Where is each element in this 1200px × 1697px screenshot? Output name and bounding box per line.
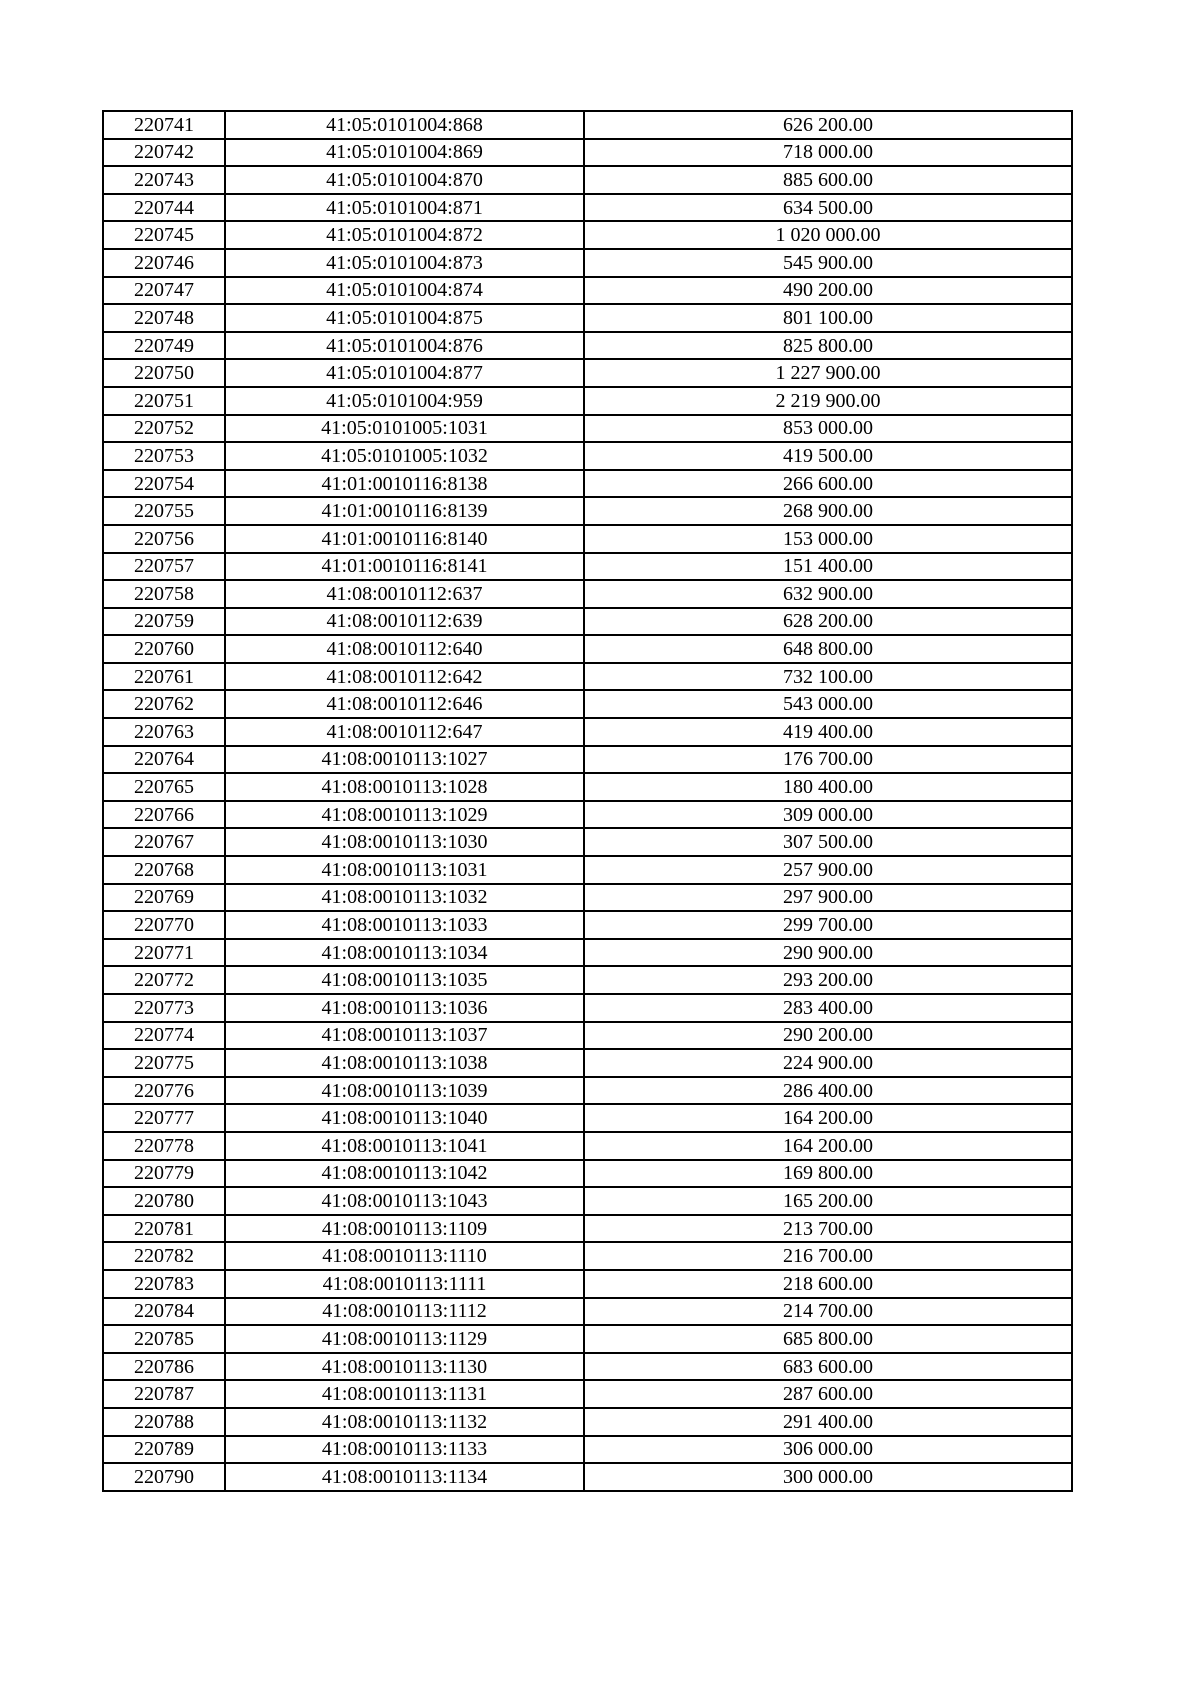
row-number-cell: 220747 (103, 277, 225, 305)
table-row (103, 884, 1072, 912)
value-cell: 732 100.00 (584, 663, 1072, 691)
row-number-cell: 220782 (103, 1242, 225, 1270)
value-cell: 214 700.00 (584, 1298, 1072, 1326)
value-cell: 176 700.00 (584, 746, 1072, 774)
row-number-cell: 220758 (103, 580, 225, 608)
cadastral-number-cell: 41:08:0010113:1112 (225, 1298, 584, 1326)
table-row (103, 1132, 1072, 1160)
cadastral-number-cell: 41:08:0010113:1031 (225, 856, 584, 884)
cadastral-number-cell: 41:01:0010116:8138 (225, 470, 584, 498)
row-number-cell: 220781 (103, 1215, 225, 1243)
row-number-cell: 220751 (103, 387, 225, 415)
cadastral-number-cell: 41:08:0010113:1043 (225, 1187, 584, 1215)
row-number-cell: 220750 (103, 359, 225, 387)
value-cell: 213 700.00 (584, 1215, 1072, 1243)
row-number-cell: 220775 (103, 1049, 225, 1077)
row-number-cell: 220765 (103, 773, 225, 801)
row-number-cell: 220743 (103, 166, 225, 194)
table-row (103, 608, 1072, 636)
table-row (103, 221, 1072, 249)
cadastral-number-cell: 41:05:0101004:877 (225, 359, 584, 387)
cadastral-number-cell: 41:08:0010113:1134 (225, 1463, 584, 1491)
table-row (103, 1187, 1072, 1215)
value-cell: 545 900.00 (584, 249, 1072, 277)
value-cell: 1 020 000.00 (584, 221, 1072, 249)
value-cell: 283 400.00 (584, 994, 1072, 1022)
row-number-cell: 220764 (103, 746, 225, 774)
table-row (103, 856, 1072, 884)
cadastral-number-cell: 41:05:0101004:870 (225, 166, 584, 194)
value-cell: 164 200.00 (584, 1132, 1072, 1160)
cadastral-number-cell: 41:08:0010113:1040 (225, 1104, 584, 1132)
table-row (103, 194, 1072, 222)
row-number-cell: 220784 (103, 1298, 225, 1326)
row-number-cell: 220757 (103, 553, 225, 581)
row-number-cell: 220768 (103, 856, 225, 884)
value-cell: 853 000.00 (584, 415, 1072, 443)
cadastral-number-cell: 41:08:0010113:1034 (225, 939, 584, 967)
value-cell: 419 500.00 (584, 442, 1072, 470)
table-row (103, 828, 1072, 856)
row-number-cell: 220754 (103, 470, 225, 498)
row-number-cell: 220748 (103, 304, 225, 332)
value-cell: 287 600.00 (584, 1380, 1072, 1408)
row-number-cell: 220786 (103, 1353, 225, 1381)
value-cell: 307 500.00 (584, 828, 1072, 856)
value-cell: 291 400.00 (584, 1408, 1072, 1436)
table-row (103, 1408, 1072, 1436)
cadastral-number-cell: 41:08:0010113:1131 (225, 1380, 584, 1408)
table-row (103, 1270, 1072, 1298)
table-row (103, 1463, 1072, 1491)
table-row (103, 635, 1072, 663)
row-number-cell: 220788 (103, 1408, 225, 1436)
cadastral-number-cell: 41:05:0101005:1032 (225, 442, 584, 470)
value-cell: 290 900.00 (584, 939, 1072, 967)
cadastral-number-cell: 41:08:0010113:1029 (225, 801, 584, 829)
table-row (103, 1436, 1072, 1464)
table-row (103, 277, 1072, 305)
row-number-cell: 220770 (103, 911, 225, 939)
table-row (103, 801, 1072, 829)
cadastral-number-cell: 41:05:0101004:871 (225, 194, 584, 222)
cadastral-number-cell: 41:01:0010116:8139 (225, 497, 584, 525)
row-number-cell: 220753 (103, 442, 225, 470)
row-number-cell: 220772 (103, 966, 225, 994)
row-number-cell: 220744 (103, 194, 225, 222)
cadastral-value-table (102, 110, 1073, 1492)
cadastral-number-cell: 41:08:0010112:640 (225, 635, 584, 663)
cadastral-number-cell: 41:08:0010113:1133 (225, 1436, 584, 1464)
value-cell: 268 900.00 (584, 497, 1072, 525)
row-number-cell: 220749 (103, 332, 225, 360)
row-number-cell: 220746 (103, 249, 225, 277)
row-number-cell: 220780 (103, 1187, 225, 1215)
cadastral-number-cell: 41:08:0010113:1035 (225, 966, 584, 994)
row-number-cell: 220776 (103, 1077, 225, 1105)
value-cell: 1 227 900.00 (584, 359, 1072, 387)
value-cell: 683 600.00 (584, 1353, 1072, 1381)
row-number-cell: 220789 (103, 1436, 225, 1464)
cadastral-number-cell: 41:08:0010112:637 (225, 580, 584, 608)
cadastral-number-cell: 41:08:0010113:1039 (225, 1077, 584, 1105)
cadastral-number-cell: 41:08:0010112:639 (225, 608, 584, 636)
row-number-cell: 220777 (103, 1104, 225, 1132)
cadastral-number-cell: 41:08:0010113:1130 (225, 1353, 584, 1381)
value-cell: 628 200.00 (584, 608, 1072, 636)
row-number-cell: 220745 (103, 221, 225, 249)
table-row (103, 663, 1072, 691)
cadastral-number-cell: 41:08:0010113:1037 (225, 1022, 584, 1050)
cadastral-number-cell: 41:08:0010113:1038 (225, 1049, 584, 1077)
table-row (103, 111, 1072, 139)
value-cell: 648 800.00 (584, 635, 1072, 663)
row-number-cell: 220766 (103, 801, 225, 829)
table-row (103, 525, 1072, 553)
value-cell: 309 000.00 (584, 801, 1072, 829)
value-cell: 685 800.00 (584, 1325, 1072, 1353)
table-row (103, 939, 1072, 967)
cadastral-number-cell: 41:05:0101005:1031 (225, 415, 584, 443)
row-number-cell: 220779 (103, 1160, 225, 1188)
cadastral-number-cell: 41:05:0101004:869 (225, 139, 584, 167)
table-row (103, 1022, 1072, 1050)
cadastral-number-cell: 41:05:0101004:874 (225, 277, 584, 305)
cadastral-number-cell: 41:08:0010113:1033 (225, 911, 584, 939)
value-cell: 224 900.00 (584, 1049, 1072, 1077)
cadastral-number-cell: 41:08:0010113:1032 (225, 884, 584, 912)
value-cell: 165 200.00 (584, 1187, 1072, 1215)
table-row (103, 1049, 1072, 1077)
value-cell: 632 900.00 (584, 580, 1072, 608)
table-row (103, 966, 1072, 994)
cadastral-number-cell: 41:05:0101004:876 (225, 332, 584, 360)
table-row (103, 1380, 1072, 1408)
cadastral-number-cell: 41:08:0010113:1109 (225, 1215, 584, 1243)
value-cell: 293 200.00 (584, 966, 1072, 994)
row-number-cell: 220752 (103, 415, 225, 443)
table-row (103, 1077, 1072, 1105)
value-cell: 299 700.00 (584, 911, 1072, 939)
row-number-cell: 220790 (103, 1463, 225, 1491)
value-cell: 825 800.00 (584, 332, 1072, 360)
row-number-cell: 220762 (103, 690, 225, 718)
cadastral-number-cell: 41:01:0010116:8141 (225, 553, 584, 581)
row-number-cell: 220761 (103, 663, 225, 691)
value-cell: 543 000.00 (584, 690, 1072, 718)
table-row (103, 1325, 1072, 1353)
value-cell: 164 200.00 (584, 1104, 1072, 1132)
row-number-cell: 220742 (103, 139, 225, 167)
table-row (103, 1353, 1072, 1381)
row-number-cell: 220755 (103, 497, 225, 525)
value-cell: 300 000.00 (584, 1463, 1072, 1491)
value-cell: 626 200.00 (584, 111, 1072, 139)
value-cell: 419 400.00 (584, 718, 1072, 746)
row-number-cell: 220774 (103, 1022, 225, 1050)
table-row (103, 166, 1072, 194)
table-row (103, 387, 1072, 415)
value-cell: 718 000.00 (584, 139, 1072, 167)
row-number-cell: 220778 (103, 1132, 225, 1160)
row-number-cell: 220771 (103, 939, 225, 967)
table-row (103, 359, 1072, 387)
table-row (103, 580, 1072, 608)
cadastral-number-cell: 41:08:0010113:1042 (225, 1160, 584, 1188)
cadastral-number-cell: 41:08:0010113:1111 (225, 1270, 584, 1298)
row-number-cell: 220767 (103, 828, 225, 856)
value-cell: 2 219 900.00 (584, 387, 1072, 415)
cadastral-number-cell: 41:05:0101004:873 (225, 249, 584, 277)
row-number-cell: 220769 (103, 884, 225, 912)
cadastral-number-cell: 41:08:0010113:1110 (225, 1242, 584, 1270)
table-row (103, 332, 1072, 360)
row-number-cell: 220759 (103, 608, 225, 636)
table-row (103, 690, 1072, 718)
value-cell: 801 100.00 (584, 304, 1072, 332)
cadastral-number-cell: 41:08:0010112:642 (225, 663, 584, 691)
table-row (103, 1298, 1072, 1326)
table-row (103, 553, 1072, 581)
table-row (103, 773, 1072, 801)
value-cell: 490 200.00 (584, 277, 1072, 305)
table-row (103, 249, 1072, 277)
table-row (103, 911, 1072, 939)
value-cell: 286 400.00 (584, 1077, 1072, 1105)
value-cell: 180 400.00 (584, 773, 1072, 801)
row-number-cell: 220785 (103, 1325, 225, 1353)
cadastral-number-cell: 41:05:0101004:875 (225, 304, 584, 332)
table-row (103, 746, 1072, 774)
value-cell: 153 000.00 (584, 525, 1072, 553)
table-row (103, 497, 1072, 525)
value-cell: 257 900.00 (584, 856, 1072, 884)
value-cell: 151 400.00 (584, 553, 1072, 581)
value-cell: 218 600.00 (584, 1270, 1072, 1298)
cadastral-number-cell: 41:08:0010112:646 (225, 690, 584, 718)
table-row (103, 1160, 1072, 1188)
value-cell: 266 600.00 (584, 470, 1072, 498)
cadastral-number-cell: 41:08:0010113:1129 (225, 1325, 584, 1353)
cadastral-number-cell: 41:05:0101004:959 (225, 387, 584, 415)
value-cell: 290 200.00 (584, 1022, 1072, 1050)
cadastral-number-cell: 41:08:0010112:647 (225, 718, 584, 746)
value-cell: 216 700.00 (584, 1242, 1072, 1270)
table-row (103, 1242, 1072, 1270)
value-cell: 306 000.00 (584, 1436, 1072, 1464)
cadastral-number-cell: 41:08:0010113:1041 (225, 1132, 584, 1160)
table-row (103, 994, 1072, 1022)
table-row (103, 1104, 1072, 1132)
cadastral-number-cell: 41:08:0010113:1027 (225, 746, 584, 774)
cadastral-number-cell: 41:05:0101004:872 (225, 221, 584, 249)
row-number-cell: 220787 (103, 1380, 225, 1408)
cadastral-number-cell: 41:08:0010113:1030 (225, 828, 584, 856)
row-number-cell: 220773 (103, 994, 225, 1022)
table-row (103, 470, 1072, 498)
value-cell: 297 900.00 (584, 884, 1072, 912)
table-row (103, 304, 1072, 332)
value-cell: 634 500.00 (584, 194, 1072, 222)
table-row (103, 139, 1072, 167)
row-number-cell: 220741 (103, 111, 225, 139)
cadastral-number-cell: 41:08:0010113:1028 (225, 773, 584, 801)
cadastral-number-cell: 41:01:0010116:8140 (225, 525, 584, 553)
table-row (103, 1215, 1072, 1243)
table-row (103, 718, 1072, 746)
table-row (103, 415, 1072, 443)
row-number-cell: 220760 (103, 635, 225, 663)
cadastral-number-cell: 41:05:0101004:868 (225, 111, 584, 139)
cadastral-number-cell: 41:08:0010113:1132 (225, 1408, 584, 1436)
row-number-cell: 220756 (103, 525, 225, 553)
value-cell: 885 600.00 (584, 166, 1072, 194)
row-number-cell: 220763 (103, 718, 225, 746)
cadastral-number-cell: 41:08:0010113:1036 (225, 994, 584, 1022)
table-body (103, 111, 1072, 1491)
row-number-cell: 220783 (103, 1270, 225, 1298)
table-row (103, 442, 1072, 470)
value-cell: 169 800.00 (584, 1160, 1072, 1188)
